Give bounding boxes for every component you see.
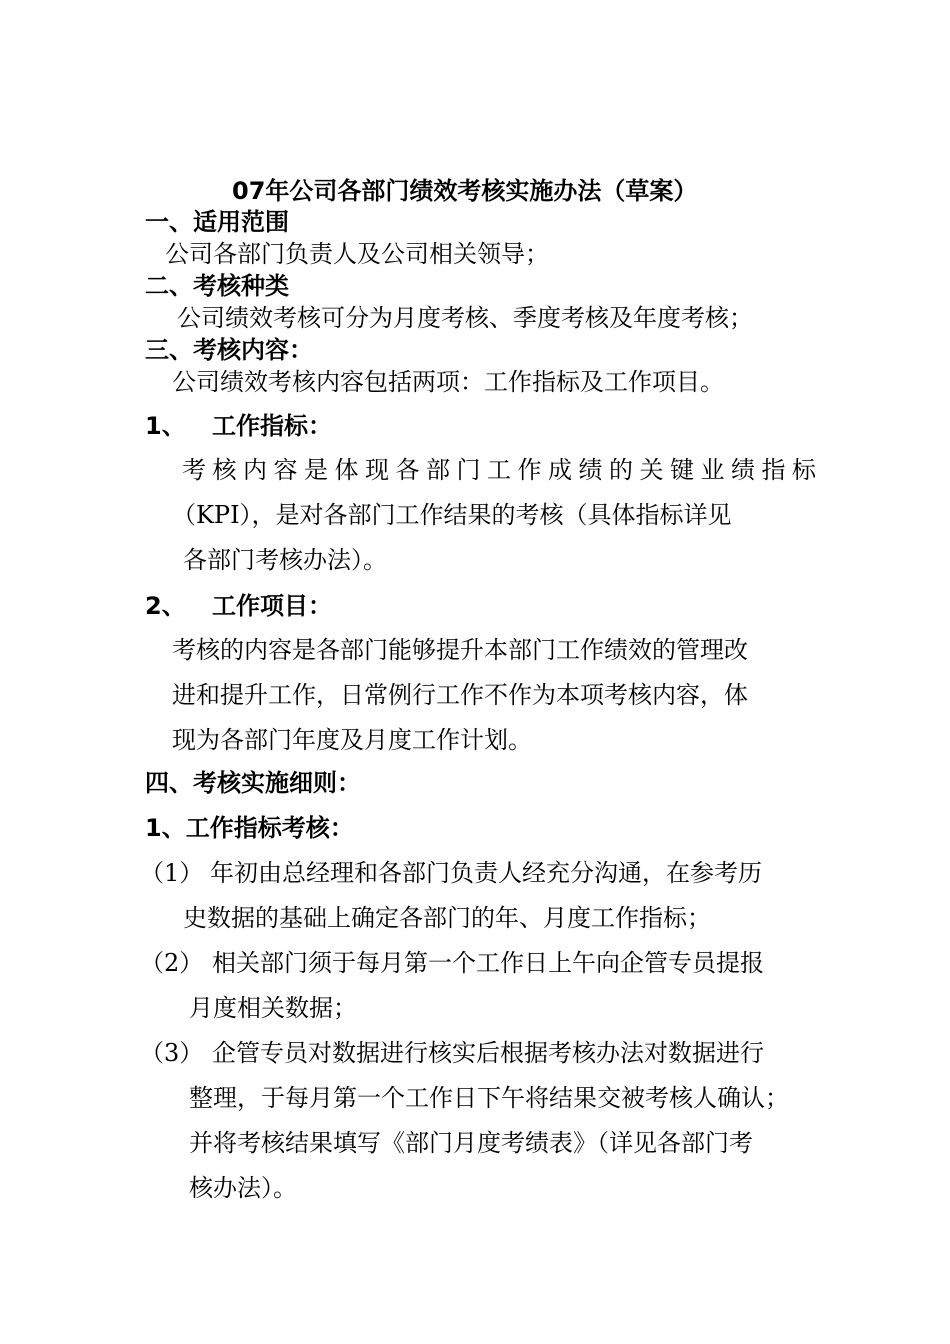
list-number: （2）	[140, 949, 204, 977]
section-text-content: 公司绩效考核内容包括两项：工作指标及工作项目。	[172, 368, 724, 396]
document-title: 07年公司各部门绩效考核实施办法（草案）	[232, 177, 698, 205]
list-number: （3）	[140, 1039, 204, 1067]
section-text-types: 公司绩效考核可分为月度考核、季度考核及年度考核；	[177, 304, 753, 332]
section-heading-types: 二、考核种类	[145, 272, 289, 300]
list-number: （1）	[140, 859, 204, 887]
item-number: 1、	[145, 412, 186, 440]
section-text-scope: 公司各部门负责人及公司相关领导；	[165, 240, 549, 268]
list-line: 史数据的基础上确定各部门的年、月度工作指标；	[183, 904, 711, 932]
paragraph-line: （KPI），是对各部门工作结果的考核（具体指标详见	[172, 501, 732, 529]
list-line: 核办法）。	[189, 1174, 297, 1202]
section-heading-content: 三、考核内容：	[145, 336, 313, 364]
list-line: 月度相关数据；	[189, 994, 357, 1022]
item-label: 工作项目：	[212, 592, 332, 620]
list-line: 年初由总经理和各部门负责人经充分沟通，在参考历	[210, 859, 762, 887]
list-line: 企管专员对数据进行核实后根据考核办法对数据进行	[212, 1039, 764, 1067]
section-heading-rules: 四、考核实施细则：	[145, 769, 361, 797]
sub-heading: 1、工作指标考核：	[145, 814, 354, 842]
paragraph-line: 现为各部门年度及月度工作计划。	[172, 726, 532, 754]
item-label: 工作指标：	[212, 412, 332, 440]
list-line: 并将考核结果填写《部门月度考绩表》（详见各部门考	[189, 1129, 753, 1157]
item-number: 2、	[145, 592, 186, 620]
paragraph-line: 考核的内容是各部门能够提升本部门工作绩效的管理改	[172, 636, 748, 664]
list-line: 相关部门须于每月第一个工作日上午向企管专员提报	[212, 949, 764, 977]
paragraph-line: 考核内容是体现各部门工作成绩的关键业绩指标	[182, 456, 823, 484]
section-heading-scope: 一、适用范围	[145, 208, 289, 236]
paragraph-line: 各部门考核办法）。	[183, 546, 387, 574]
list-line: 整理，于每月第一个工作日下午将结果交被考核人确认；	[189, 1084, 789, 1112]
paragraph-line: 进和提升工作，日常例行工作不作为本项考核内容，体	[172, 681, 748, 709]
